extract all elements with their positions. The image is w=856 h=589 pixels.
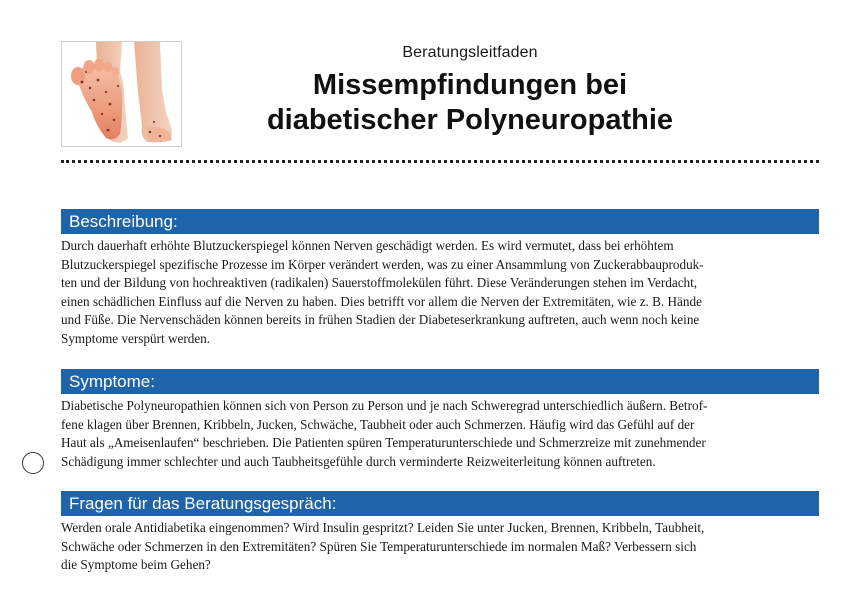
text-line: ten und der Bildung von hochreaktiven (radikalen) Sauerstoffmolekülen führt. Diese Veränderungen stehen im Verdacht, bbox=[61, 275, 698, 291]
text-line: Diabetische Polyneuropathien können sich von Person zu Person und je nach Schweregrad unterschiedlich äußern. Betrof- bbox=[61, 398, 708, 413]
text-line: Werden orale Antidiabetika eingenommen? Wird Insulin gespritzt? Leiden Sie unter Jucken, Brennen, Kribbeln, Taubheit, bbox=[61, 520, 705, 535]
circle-marker bbox=[22, 452, 44, 474]
page-title bbox=[200, 68, 740, 138]
feet-illustration bbox=[62, 42, 181, 146]
feet-photo bbox=[61, 41, 182, 147]
section-text-symptome bbox=[61, 397, 819, 471]
text-line: Blutzuckerspiegel spezifische Prozesse im Körper verändert werden, was zu einer Ansammlung von Zuckerabbauproduk- bbox=[61, 256, 704, 272]
kicker: Beratungsleitfaden bbox=[402, 44, 538, 61]
title-line: diabetischer Polyneuropathie bbox=[266, 104, 674, 136]
text-line: fene klagen über Brennen, Kribbeln, Jucken, Schwäche, Taubheit oder auch Schmerzen. Häufig wird das Gefühl auf der bbox=[61, 416, 695, 432]
text-line: Schädigung immer schlechter und auch Taubheitsgefühle durch verminderte Reizweiterleitung können auftreten. bbox=[61, 453, 656, 469]
text-line: Haut als „Ameisenlaufen“ beschrieben. Die Patienten spüren Temperaturunterschiede und Schmerzreize mit zunehmender bbox=[61, 435, 706, 451]
title-line: Missempfindungen bei bbox=[312, 69, 628, 101]
section-text-beschreibung bbox=[61, 237, 819, 349]
text-line: Durch dauerhaft erhöhte Blutzuckerspiegel können Nerven geschädigt werden. Es wird vermutet, dass bei erhöhtem bbox=[61, 238, 674, 253]
section-text-fragen bbox=[61, 519, 819, 575]
section-heading-fragen: Fragen für das Beratungsgespräch: bbox=[61, 491, 819, 516]
text-line: Schwäche oder Schmerzen in den Extremitäten? Spüren Sie Temperaturunterschiede im normalen Maß? Verbessern sich bbox=[61, 538, 697, 554]
text-line: und Füße. Die Nervenschäden können bereits in frühen Stadien der Diabeteserkrankung auftreten, auch wenn noch keine bbox=[61, 312, 700, 328]
text-line: Symptome verspürt werden. bbox=[61, 330, 211, 346]
section-heading-symptome: Symptome: bbox=[61, 369, 819, 394]
document-header bbox=[200, 44, 740, 138]
dotted-divider bbox=[61, 160, 819, 163]
section-heading-beschreibung: Beschreibung: bbox=[61, 209, 819, 234]
text-line: einen schädlichen Einfluss auf die Nerven zu haben. Dies betrifft vor allem die Nerven der Extremitäten, wie z. B. Hände bbox=[61, 293, 702, 309]
text-line: die Symptome beim Gehen? bbox=[61, 557, 211, 573]
